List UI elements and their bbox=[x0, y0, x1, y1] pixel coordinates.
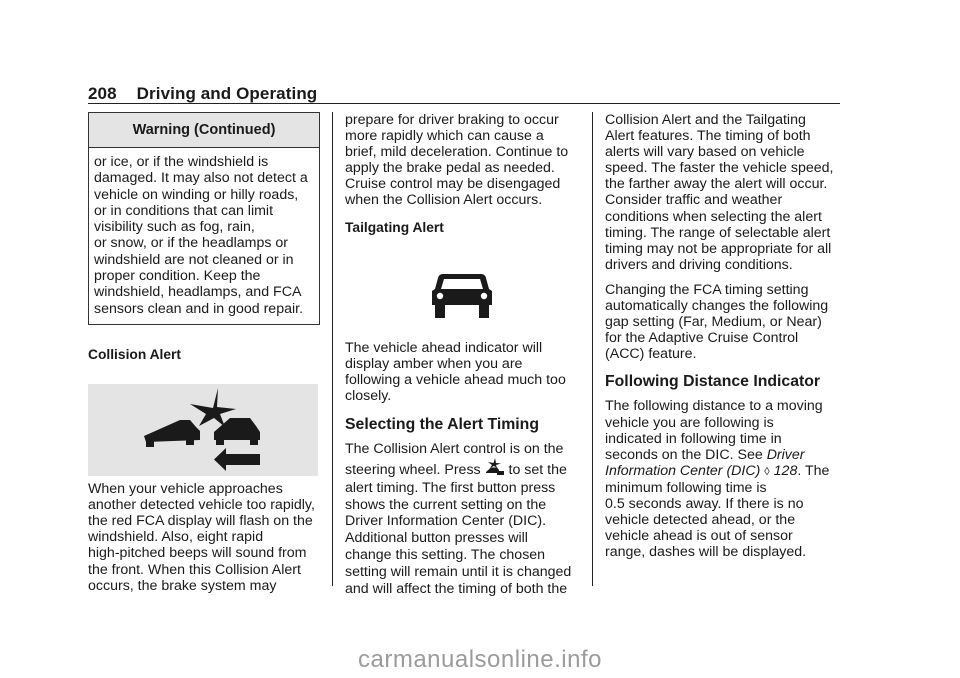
text-line: conditions when selecting the alert bbox=[605, 208, 822, 225]
text-line: Collision Alert and the Tailgating bbox=[605, 112, 806, 128]
text-line: and will affect the timing of both the bbox=[345, 580, 568, 597]
text-line: the farther away the alert will occur. bbox=[605, 176, 828, 193]
selecting-alert-timing-heading: Selecting the Alert Timing bbox=[345, 416, 539, 434]
warning-line: windshield are not cleaned or in bbox=[94, 251, 294, 268]
warning-body bbox=[89, 148, 319, 324]
text-line: Cruise control may be disengaged bbox=[345, 176, 561, 193]
column-3 bbox=[605, 112, 843, 560]
text-line: (ACC) feature. bbox=[605, 346, 697, 363]
warning-line: vehicle on winding or hilly roads, bbox=[94, 186, 299, 203]
warning-line: sensors clean and in good repair. bbox=[94, 300, 304, 317]
collision-alert-button-icon bbox=[485, 458, 505, 476]
warning-line: proper condition. Keep the bbox=[94, 268, 261, 285]
text-line: gap setting (Far, Medium, or Near) bbox=[605, 314, 822, 331]
text-line: another detected vehicle too rapidly, bbox=[88, 497, 315, 514]
text-line: drivers and driving conditions. bbox=[605, 256, 793, 273]
text-line: automatically changes the following bbox=[605, 298, 829, 315]
text-line: apply the brake pedal as needed. bbox=[345, 160, 555, 177]
text-line: Consider traffic and weather bbox=[605, 192, 783, 209]
text-line: alert timing. The first button press bbox=[345, 479, 556, 496]
warning-line: damaged. It may also not detect a bbox=[94, 170, 308, 187]
column-1 bbox=[88, 112, 320, 594]
column-2 bbox=[345, 112, 581, 597]
collision-alert-continued bbox=[345, 112, 581, 209]
text-line: prepare for driver braking to occur bbox=[345, 112, 559, 128]
following-distance-text bbox=[605, 398, 843, 560]
tailgating-alert-heading: Tailgating Alert bbox=[345, 219, 444, 235]
text-line: vehicle you are following is bbox=[605, 414, 774, 431]
fca-timing-paragraph bbox=[605, 282, 843, 362]
text-line: Changing the FCA timing setting bbox=[605, 281, 809, 298]
text-line: When your vehicle approaches bbox=[88, 481, 283, 498]
tailgating-figure bbox=[345, 236, 581, 340]
text-line-with-icon bbox=[345, 458, 581, 480]
text-line: timing. The range of selectable alert bbox=[605, 224, 831, 241]
text-line bbox=[605, 447, 843, 463]
text-line: minimum following time is bbox=[605, 479, 767, 496]
text-line: change this setting. The chosen bbox=[345, 547, 546, 564]
text-line: high-pitched beeps will sound from bbox=[88, 545, 307, 562]
text-line: indicated in following time in bbox=[605, 430, 782, 447]
text-line: The Collision Alert control is on the bbox=[345, 441, 564, 458]
warning-line: or in conditions that can limit bbox=[94, 202, 274, 219]
vehicle-ahead-icon bbox=[431, 271, 493, 319]
column-divider-1 bbox=[332, 112, 333, 586]
text-line: Driver Information Center (DIC). bbox=[345, 513, 547, 530]
watermark: carmanualsonline.info bbox=[358, 646, 602, 673]
text-line: display amber when you are bbox=[345, 355, 523, 372]
tailgating-alert-text bbox=[345, 340, 581, 404]
warning-line: visibility such as fog, rain, bbox=[94, 219, 255, 236]
text-line: setting will remain until it is changed bbox=[345, 563, 572, 580]
warning-box bbox=[88, 112, 320, 325]
warning-line: or ice, or if the windshield is bbox=[94, 154, 269, 170]
header-rule bbox=[88, 103, 840, 104]
text-line: The following distance to a moving bbox=[605, 398, 823, 415]
section-title: Driving and Operating bbox=[136, 84, 318, 103]
text-fragment: to set the bbox=[504, 461, 567, 478]
text-line: shows the current setting on the bbox=[345, 496, 547, 513]
text-line: following a vehicle ahead much too bbox=[345, 371, 566, 388]
collision-alert-icon bbox=[88, 384, 318, 476]
selecting-alert-timing-text bbox=[345, 441, 581, 597]
text-line: 0.5 seconds away. If there is no bbox=[605, 495, 804, 512]
text-line: closely. bbox=[345, 387, 392, 404]
text-line: vehicle ahead is out of sensor bbox=[605, 528, 793, 545]
text-line: for the Adaptive Cruise Control bbox=[605, 330, 799, 347]
text-line: the front. When this Collision Alert bbox=[88, 561, 301, 578]
dic-link[interactable]: Driver bbox=[766, 446, 805, 463]
dic-link-continued[interactable]: Information Center (DIC) bbox=[605, 462, 761, 479]
page-ref[interactable]: 128 bbox=[773, 462, 798, 479]
text-line: timing may not be appropriate for all bbox=[605, 240, 832, 257]
text-line: Alert features. The timing of both bbox=[605, 128, 811, 145]
following-distance-heading: Following Distance Indicator bbox=[605, 373, 821, 391]
text-line bbox=[605, 463, 843, 480]
text-line: windshield. Also, eight rapid bbox=[88, 529, 264, 546]
page-header bbox=[88, 84, 317, 104]
text-fragment: seconds on the DIC. See bbox=[605, 446, 767, 463]
collision-alert-text bbox=[88, 481, 320, 594]
text-line: brief, mild deceleration. Continue to bbox=[345, 144, 569, 161]
text-line: range, dashes will be displayed. bbox=[605, 544, 807, 561]
text-line: more rapidly which can cause a bbox=[345, 128, 544, 145]
page-ref-arrow-icon: ◊ bbox=[764, 465, 770, 478]
text-line: The vehicle ahead indicator will bbox=[345, 339, 543, 356]
alert-timing-paragraph bbox=[605, 112, 843, 273]
text-line: when the Collision Alert occurs. bbox=[345, 192, 543, 209]
text-line: the red FCA display will flash on the bbox=[88, 513, 313, 530]
text-line: occurs, the brake system may bbox=[88, 577, 277, 594]
warning-title: Warning (Continued) bbox=[89, 113, 319, 148]
column-divider-2 bbox=[592, 112, 593, 586]
text-line: vehicle detected ahead, or the bbox=[605, 512, 796, 529]
text-fragment: . The bbox=[797, 462, 830, 479]
text-line: Additional button presses will bbox=[345, 530, 528, 547]
page-number: 208 bbox=[88, 84, 117, 103]
text-line: speed. The faster the vehicle speed, bbox=[605, 160, 834, 177]
warning-line: or snow, or if the headlamps or bbox=[94, 235, 288, 252]
collision-alert-heading: Collision Alert bbox=[88, 346, 182, 362]
text-line: alerts will vary based on vehicle bbox=[605, 144, 805, 161]
collision-alert-figure bbox=[88, 384, 318, 476]
warning-line: windshield, headlamps, and FCA bbox=[94, 284, 302, 301]
text-fragment: steering wheel. Press bbox=[345, 461, 485, 478]
